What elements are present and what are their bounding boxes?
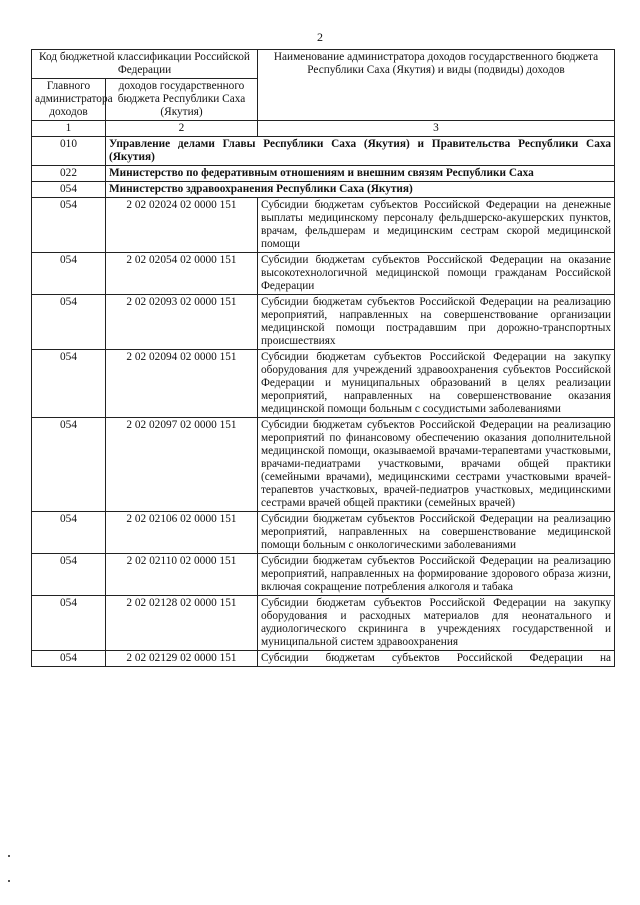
income-admin-code: 054 — [32, 198, 106, 253]
header-row-group — [32, 50, 615, 79]
income-description: Субсидии бюджетам субъектов Российской Федерации на реализацию мероприятий, направленных на формирование здорового образа жизни, включая сокращение потребления алкоголя и табака — [258, 554, 615, 596]
income-description: Субсидии бюджетам субъектов Российской Федерации на оказание высокотехнологичной медицинской помощи гражданам Российской Федерации — [258, 253, 615, 295]
income-admin-code: 054 — [32, 418, 106, 512]
income-description: Субсидии бюджетам субъектов Российской Федерации на денежные выплаты медицинскому персоналу фельдшерско-акушерских пунктов, врачам, фельдшерам и медицинским сестрам скорой медицинской помощи — [258, 198, 615, 253]
admin-name: Управление делами Главы Республики Саха (Якутия) и Правительства Республики Саха (Якутия) — [106, 137, 615, 166]
income-admin-code: 054 — [32, 596, 106, 651]
income-admin-code: 054 — [32, 253, 106, 295]
income-code: 2 02 02128 02 0000 151 — [106, 596, 258, 651]
income-row — [32, 198, 615, 253]
header-col1: Главного администратора доходов — [32, 79, 106, 121]
income-row — [32, 253, 615, 295]
admin-name: Министерство здравоохранения Республики Саха (Якутия) — [106, 182, 615, 198]
income-description: Субсидии бюджетам субъектов Российской Федерации на реализацию мероприятий, направленных на совершенствование организации медицинской помощи пострадавшим при дорожно-транспортных происшествиях — [258, 295, 615, 350]
income-row — [32, 512, 615, 554]
income-description: Субсидии бюджетам субъектов Российской Федерации на — [258, 651, 615, 667]
income-code: 2 02 02024 02 0000 151 — [106, 198, 258, 253]
scan-speck — [8, 855, 10, 857]
admin-row — [32, 182, 615, 198]
header-num3: 3 — [258, 121, 615, 137]
income-description: Субсидии бюджетам субъектов Российской Федерации на реализацию мероприятий по финансовому обеспечению оказания дополнительной медицинской помощи, оказываемой врачами-терапевтами участковыми, врачами-педиатрами участковыми, врачами общей практики (семейными врачами), медицинскими сестрами участковыми врачей-терапевтов участковых, врачей-педиатров участковых, медицинскими сестрами врачей общей практики (семейных врачей) — [258, 418, 615, 512]
admin-row — [32, 137, 615, 166]
income-row — [32, 554, 615, 596]
income-row — [32, 418, 615, 512]
income-row — [32, 651, 615, 667]
admin-code: 022 — [32, 166, 106, 182]
scan-speck — [8, 880, 10, 882]
income-admin-code: 054 — [32, 295, 106, 350]
admin-row — [32, 166, 615, 182]
page-number: 2 — [317, 30, 323, 44]
income-admin-code: 054 — [32, 350, 106, 418]
admin-code: 010 — [32, 137, 106, 166]
header-col3: Наименование администратора доходов государственного бюджета Республики Саха (Якутия) и виды (подвиды) доходов — [258, 50, 615, 121]
income-description: Субсидии бюджетам субъектов Российской Федерации на закупку оборудования для учреждений здравоохранения субъектов Российской Федерации и муниципальных образований в целях реализации мероприятий, направленных на совершенствование оказания медицинской помощи больным с сосудистыми заболеваниями — [258, 350, 615, 418]
income-code: 2 02 02097 02 0000 151 — [106, 418, 258, 512]
income-code: 2 02 02106 02 0000 151 — [106, 512, 258, 554]
budget-classification-table — [31, 49, 615, 667]
income-row — [32, 596, 615, 651]
header-num1: 1 — [32, 121, 106, 137]
admin-code: 054 — [32, 182, 106, 198]
income-code: 2 02 02054 02 0000 151 — [106, 253, 258, 295]
header-number-row — [32, 121, 615, 137]
header-num2: 2 — [106, 121, 258, 137]
income-code: 2 02 02110 02 0000 151 — [106, 554, 258, 596]
income-row — [32, 295, 615, 350]
income-code: 2 02 02093 02 0000 151 — [106, 295, 258, 350]
income-code: 2 02 02129 02 0000 151 — [106, 651, 258, 667]
income-admin-code: 054 — [32, 554, 106, 596]
header-col2: доходов государственного бюджета Республики Саха (Якутия) — [106, 79, 258, 121]
income-description: Субсидии бюджетам субъектов Российской Федерации на реализацию мероприятий, направленных на совершенствование медицинской помощи больным с онкологическими заболеваниями — [258, 512, 615, 554]
income-admin-code: 054 — [32, 651, 106, 667]
header-code-group: Код бюджетной классификации Российской Федерации — [32, 50, 258, 79]
income-description: Субсидии бюджетам субъектов Российской Федерации на закупку оборудования и расходных материалов для неонатального и аудиологического скрининга в учреждениях государственной и муниципальной систем здравоохранения — [258, 596, 615, 651]
income-row — [32, 350, 615, 418]
income-code: 2 02 02094 02 0000 151 — [106, 350, 258, 418]
admin-name: Министерство по федеративным отношениям и внешним связям Республики Саха — [106, 166, 615, 182]
income-admin-code: 054 — [32, 512, 106, 554]
